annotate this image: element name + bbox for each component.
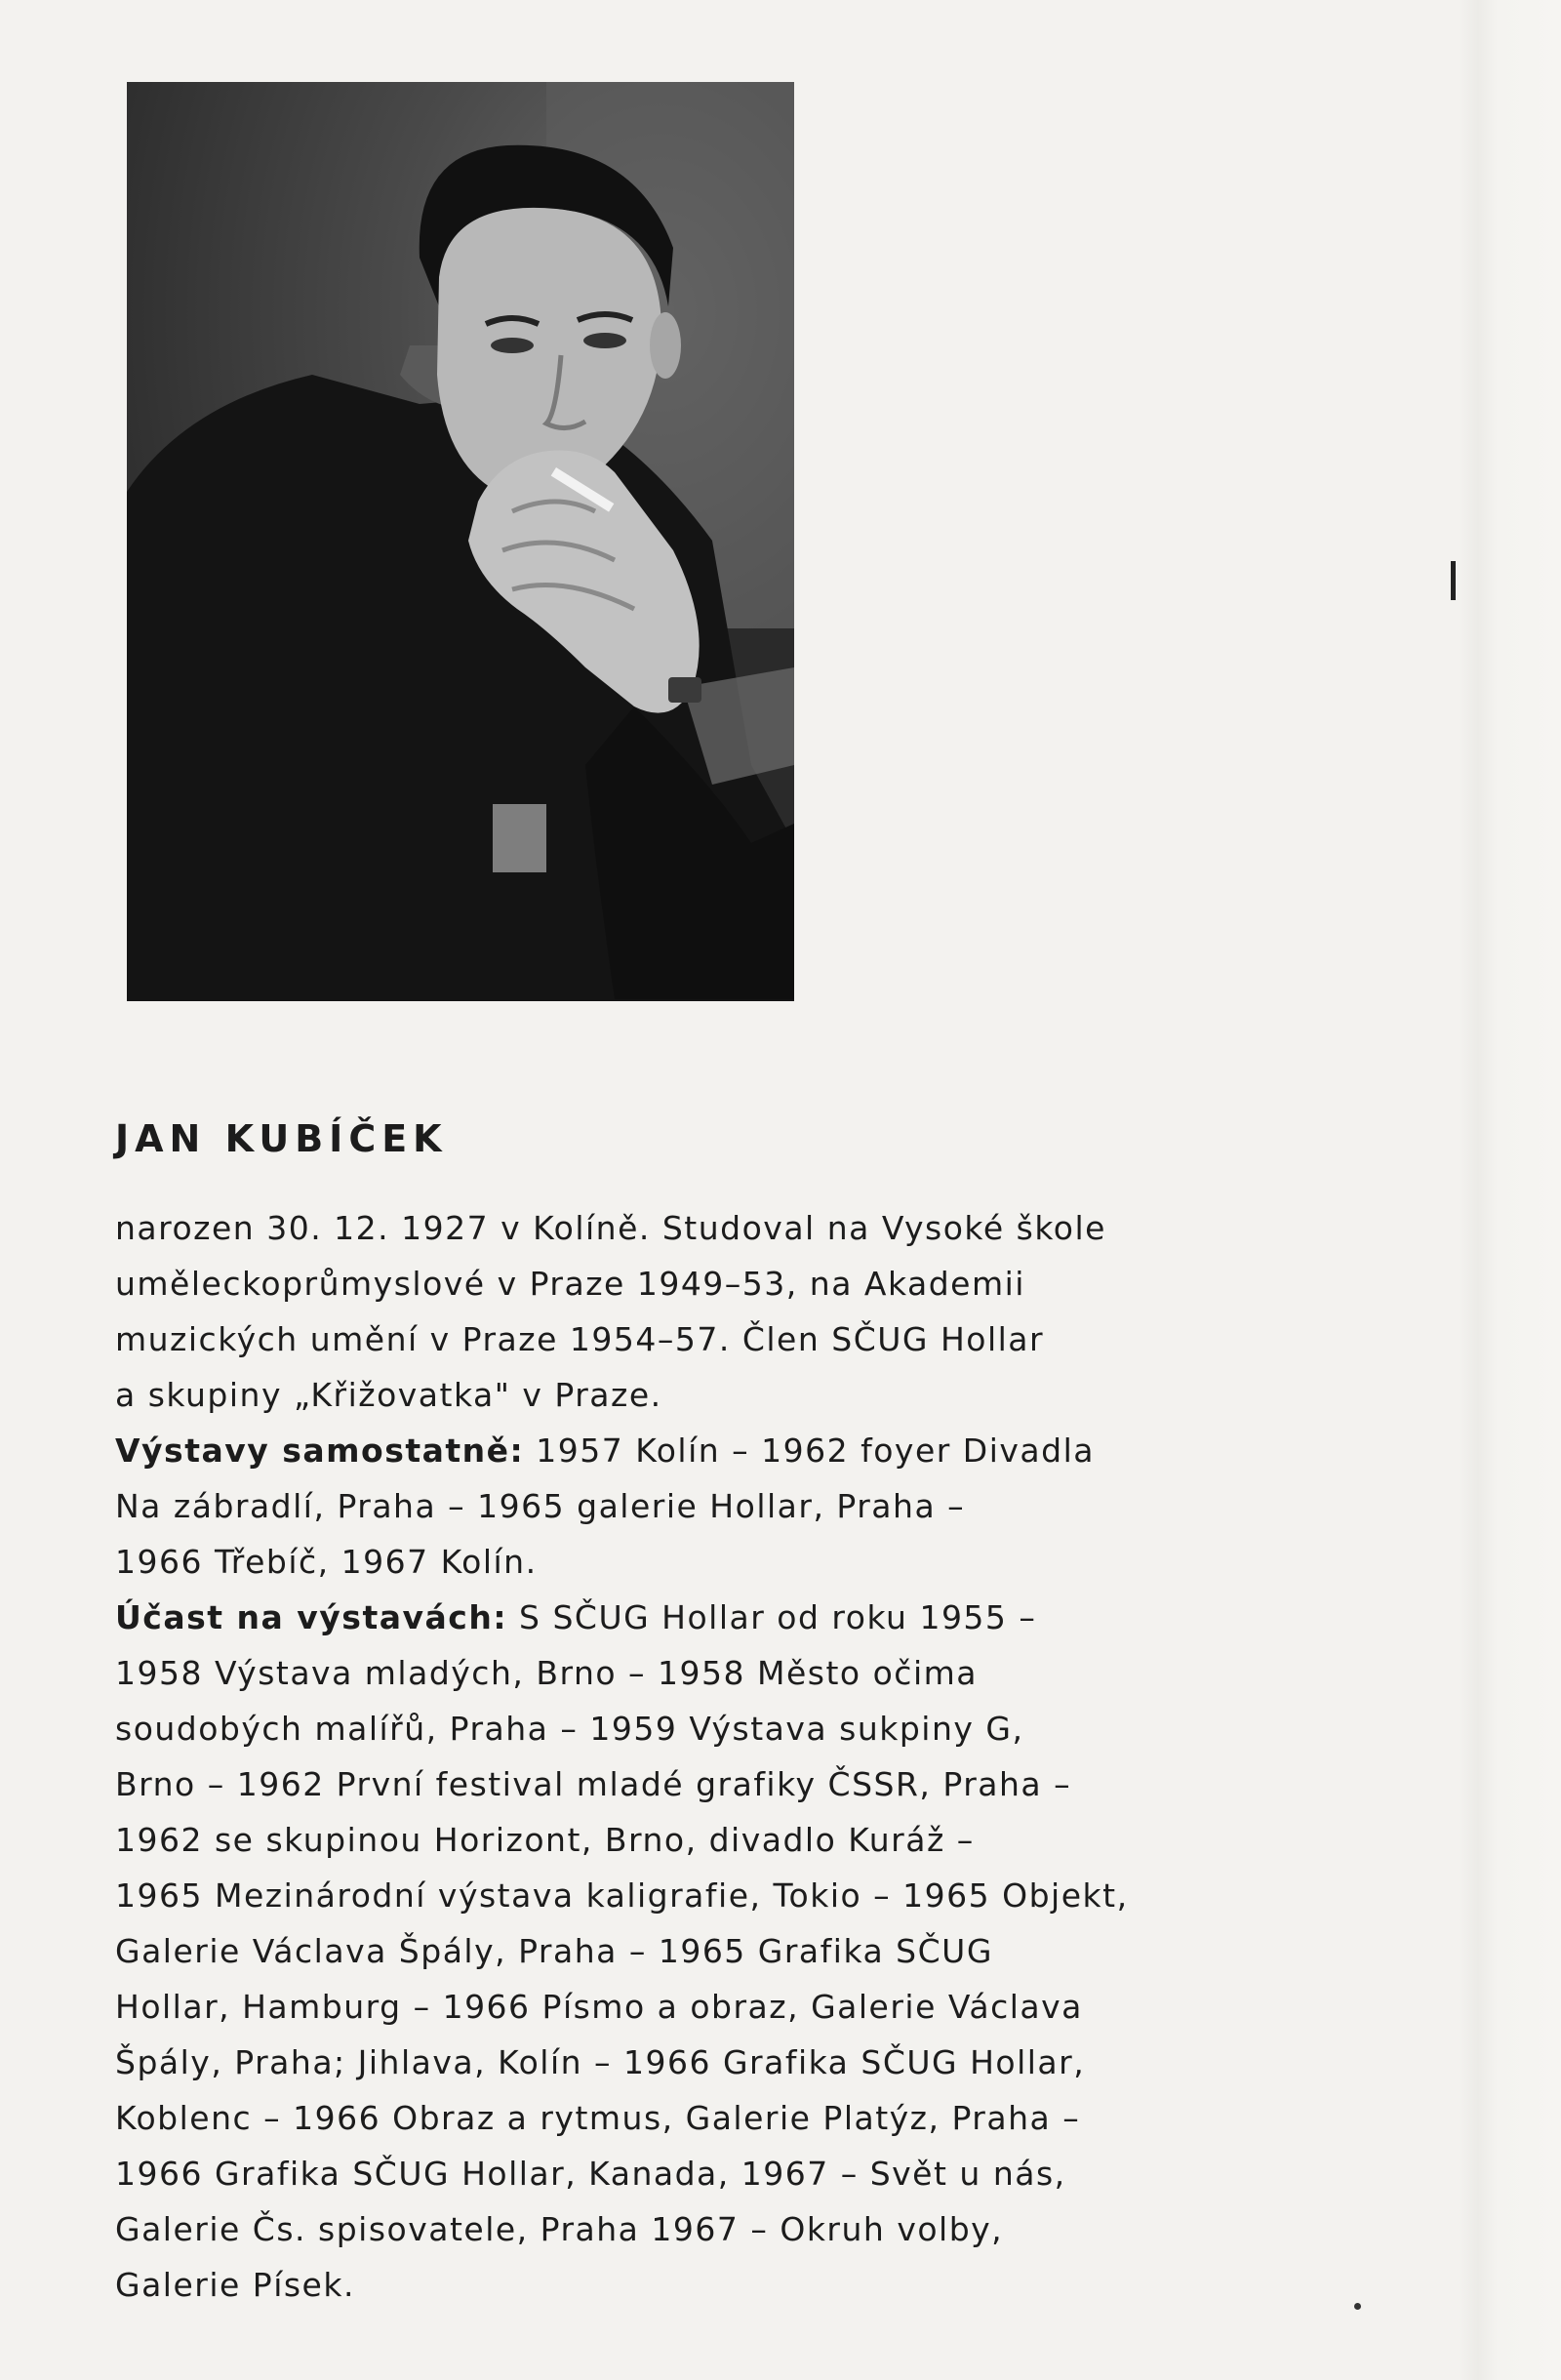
bio-line: 1966 Grafika SČUG Hollar, Kanada, 1967 – Svět u nás,	[115, 2155, 1066, 2193]
bio-line: narozen 30. 12. 1927 v Kolíně. Studoval na Vysoké škole	[115, 1209, 1106, 1247]
bio-line: 1958 Výstava mladých, Brno – 1958 Město očima	[115, 1654, 978, 1692]
bio-line: Koblenc – 1966 Obraz a rytmus, Galerie Platýz, Praha –	[115, 2099, 1081, 2137]
page-edge	[1459, 0, 1561, 2380]
bio-line: 1966 Třebíč, 1967 Kolín.	[115, 1543, 538, 1581]
bio-line: Hollar, Hamburg – 1966 Písmo a obraz, Galerie Václava	[115, 1988, 1083, 2026]
bio-line: 1962 se skupinou Horizont, Brno, divadlo Kuráž –	[115, 1821, 975, 1859]
bio-line: Galerie Václava Špály, Praha – 1965 Grafika SČUG	[115, 1932, 993, 1970]
bio-line: Galerie Písek.	[115, 2266, 355, 2304]
bio-line-solo-exhibitions: Výstavy samostatně: 1957 Kolín – 1962 foyer Divadla	[115, 1432, 1095, 1470]
ink-dot	[1354, 2303, 1361, 2310]
bio-line: uměleckoprůmyslové v Praze 1949–53, na Akademii	[115, 1265, 1025, 1303]
bio-line: Na zábradlí, Praha – 1965 galerie Hollar, Praha –	[115, 1487, 966, 1525]
bio-line: a skupiny „Křižovatka" v Praze.	[115, 1376, 662, 1414]
artist-name: JAN KUBÍČEK	[115, 1117, 448, 1160]
bio-line: Brno – 1962 První festival mladé grafiky ČSSR, Praha –	[115, 1765, 1072, 1803]
portrait-photo	[127, 82, 794, 1001]
biography	[115, 1200, 1129, 2313]
bio-line: soudobých malířů, Praha – 1959 Výstava sukpiny G,	[115, 1710, 1024, 1748]
edge-mark	[1451, 561, 1456, 600]
portrait-illustration	[127, 82, 794, 1001]
bio-line: Špály, Praha; Jihlava, Kolín – 1966 Grafika SČUG Hollar,	[115, 2043, 1086, 2081]
bio-line: Galerie Čs. spisovatele, Praha 1967 – Okruh volby,	[115, 2210, 1004, 2248]
bio-line: muzických umění v Praze 1954–57. Člen SČUG Hollar	[115, 1320, 1045, 1358]
bio-line-group-exhibitions: Účast na výstavách: S SČUG Hollar od roku 1955 –	[115, 1598, 1037, 1636]
bio-line: 1965 Mezinárodní výstava kaligrafie, Tokio – 1965 Objekt,	[115, 1876, 1129, 1915]
